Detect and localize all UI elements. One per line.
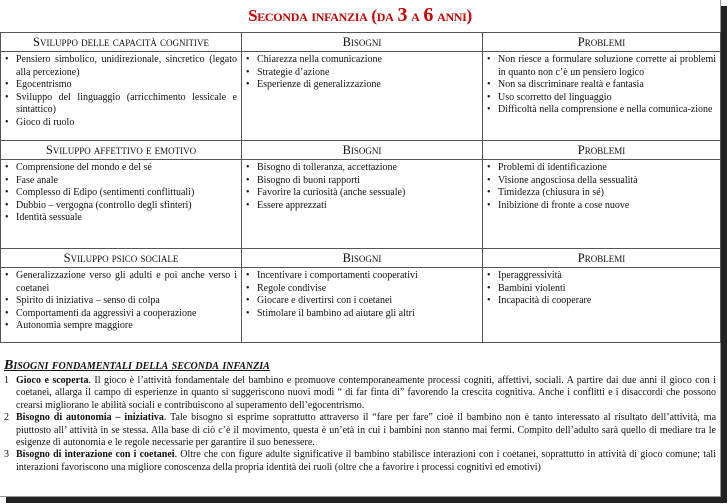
list-item: • Spirito di iniziativa – senso di colpa	[16, 295, 237, 308]
table-cell	[1, 160, 242, 249]
fundamentals-section	[0, 357, 720, 474]
list-item: • Incentivare i comportamenti cooperativi	[257, 270, 478, 283]
column-header: Problemi	[483, 33, 721, 52]
section-header-row	[1, 249, 721, 268]
column-header: Sviluppo psico sociale	[1, 249, 242, 268]
list-item: • Non sa discriminare realtà e fantasia	[498, 79, 716, 92]
fundamentals-title: Bisogni fondamentali della seconda infanzia	[4, 358, 270, 373]
list-item: • Comportamenti da aggressivi a cooperazione	[16, 308, 237, 321]
bullet-list	[242, 54, 482, 92]
list-item: • Pensiero simbolico, unidirezionale, sincretico (legato alla percezione)	[16, 54, 237, 79]
page-shadow-right	[721, 6, 727, 502]
list-item: • Giocare e divertirsi con i coetanei	[257, 295, 478, 308]
section-body-row	[1, 160, 721, 249]
fundamental-item	[0, 375, 716, 412]
list-item: • Bisogno di buoni rapporti	[257, 175, 478, 188]
list-item: • Stimolare il bambino ad aiutare gli altri	[257, 308, 478, 321]
item-heading: Bisogno di interazione con i coetanei	[16, 449, 175, 461]
bullet-list	[1, 162, 241, 225]
table-cell	[1, 52, 242, 141]
list-item: • Non riesce a formulare soluzione corrette ai problemi in quanto non c’è un pensiero logico	[498, 54, 716, 79]
item-number: 1	[4, 375, 9, 386]
list-item: • Egocentrismo	[16, 79, 237, 92]
item-text: . Il gioco è l’attività fondamentale del bambino e promuove contemporaneamente processi cogniti, affettivi, sociali. A partire dai due anni il gioco con i coetanei, allarga il campo di esperienze in quanto si suggeriscono nuovi modi “ di far finta di” favorendo la crescita cognitiva. Anche i conflitti e i disaccordi che possono crearsi migliorano le abilità sociali e contribuiscono al superamento dell’egocentrismo.	[16, 375, 716, 411]
list-item: • Favorire la curiosità (anche sessuale)	[257, 187, 478, 200]
list-item: • Esperienze di generalizzazione	[257, 79, 478, 92]
table-cell	[483, 160, 721, 249]
item-number: 3	[4, 449, 9, 461]
table-cell	[242, 52, 483, 141]
section-body-row	[1, 268, 721, 343]
development-table	[0, 32, 721, 343]
column-header: Bisogni	[242, 141, 483, 160]
table-cell	[242, 160, 483, 249]
section-header-row	[1, 141, 721, 160]
list-item: • Complesso di Edipo (sentimenti conflittuali)	[16, 187, 237, 200]
bullet-list	[483, 162, 720, 212]
item-heading: Gioco e scoperta	[16, 375, 89, 386]
list-item: • Bisogno di tolleranza, accettazione	[257, 162, 478, 175]
page-shadow-bottom	[6, 497, 727, 503]
fundamental-item	[0, 412, 716, 449]
bullet-list	[242, 162, 482, 212]
table-cell	[242, 268, 483, 343]
list-item: • Chiarezza nella comunicazione	[257, 54, 478, 67]
item-text: . Tale bisogno si esprime soprattutto attraverso il “fare per fare” cioè il bambino non è tanto interessato al risultato dell’attività, ma piuttosto all’ attività in se stessa. Alla base di ciò c’è il movimento, questa è un’età in cui i bambini non stanno mai fermi. Compito dell’adulto sarà quello di mediare tra le esigenze di autonomia e le regole necessarie per garantire il suo benessere.	[16, 412, 717, 449]
section-body-row	[1, 52, 721, 141]
list-item: • Dubbio – vergogna (controllo degli sfinteri)	[16, 200, 237, 213]
column-header: Problemi	[483, 141, 721, 160]
list-item: • Autonomia sempre maggiore	[16, 320, 237, 333]
list-item: • Timidezza (chiusura in sé)	[498, 187, 716, 200]
column-header: Sviluppo delle capacità cognitive	[1, 33, 242, 52]
list-item: • Regole condivise	[257, 283, 478, 296]
list-item: • Essere apprezzati	[257, 200, 478, 213]
table-cell	[483, 268, 721, 343]
list-item: • Difficoltà nella comprensione e nella comunica-zione	[498, 104, 716, 117]
list-item: • Comprensione del mondo e del sé	[16, 162, 237, 175]
fundamentals-list	[0, 375, 720, 474]
bullet-list	[483, 54, 720, 117]
list-item: • Sviluppo del linguaggio (arricchimento lessicale e sintattico)	[16, 92, 237, 117]
list-item: • Incapacità di cooperare	[498, 295, 716, 308]
column-header: Bisogni	[242, 33, 483, 52]
list-item: • Inibizione di fronte a cose nuove	[498, 200, 716, 213]
list-item: • Bambini violenti	[498, 283, 716, 296]
table-cell	[483, 52, 721, 141]
column-header: Bisogni	[242, 249, 483, 268]
list-item: • Problemi di identificazione	[498, 162, 716, 175]
bullet-list	[1, 54, 241, 130]
bullet-list	[242, 270, 482, 320]
page-title: Seconda infanzia (da 3 a 6 anni)	[248, 4, 472, 26]
list-item: • Visione angosciosa della sessualità	[498, 175, 716, 188]
list-item: • Generalizzazione verso gli adulti e poi anche verso i coetanei	[16, 270, 237, 295]
column-header: Problemi	[483, 249, 721, 268]
column-header: Sviluppo affettivo e emotivo	[1, 141, 242, 160]
bullet-list	[483, 270, 720, 308]
item-text: . Oltre che con figure adulte significative il bambino stabilisce interazioni con i coetanei, soprattutto in attività di gioco comune; tali interazioni favoriscono una migliore conoscenza della propria identità dei ruoli (oltre che a favorire i processi cognitivi ed emotivi)	[16, 449, 716, 473]
list-item: • Iperaggressività	[498, 270, 716, 283]
list-item: • Identità sessuale	[16, 212, 237, 225]
item-number: 2	[4, 412, 9, 424]
list-item: • Strategie d’azione	[257, 67, 478, 80]
fundamental-item	[0, 449, 716, 474]
list-item: • Gioco di ruolo	[16, 117, 237, 130]
item-heading: Bisogno di autonomia – iniziativa	[16, 412, 164, 424]
table-cell	[1, 268, 242, 343]
bullet-list	[1, 270, 241, 333]
list-item: • Uso scorretto del linguaggio	[498, 92, 716, 105]
section-header-row	[1, 33, 721, 52]
list-item: • Fase anale	[16, 175, 237, 188]
